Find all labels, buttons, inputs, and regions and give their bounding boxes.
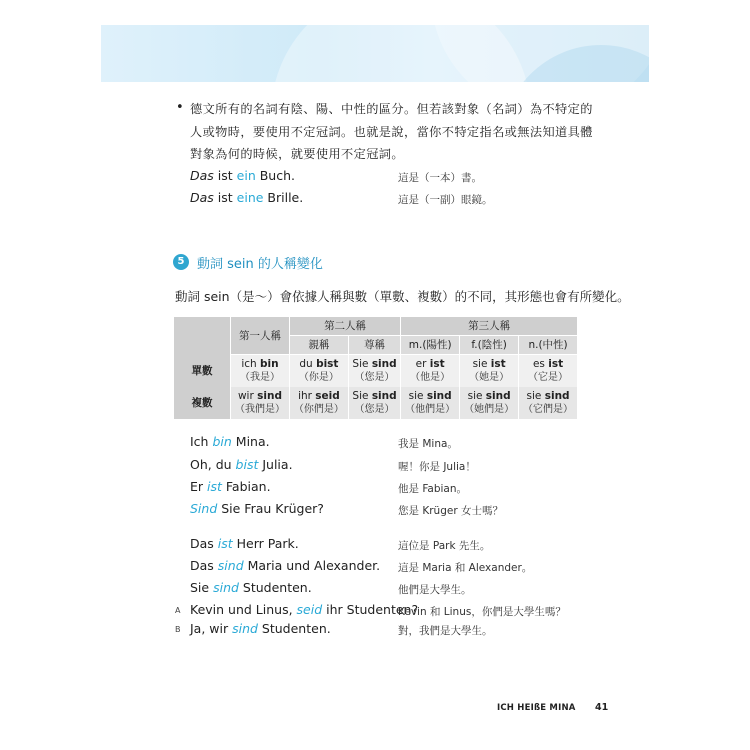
example-translation: 喔！你是 Julia！ xyxy=(398,461,476,473)
header-masculine: m.(陽性) xyxy=(401,336,460,355)
example-sentence: Das ist Herr Park. xyxy=(190,536,299,551)
row-label-singular: 單數 xyxy=(174,355,231,388)
example-sentence: Oh, du bist Julia. xyxy=(190,457,293,472)
header-formal: 尊稱 xyxy=(348,336,400,355)
table-cell: er ist （他是） xyxy=(401,355,460,388)
example-sentence: Sind Sie Frau Krüger? xyxy=(190,501,324,516)
footer-chapter-title: ICH HEIßE MINA xyxy=(497,703,576,713)
table-corner xyxy=(174,317,231,355)
example-translation: 他是 Fabian。 xyxy=(398,483,468,495)
row-label-plural: 複數 xyxy=(174,387,231,419)
section-number-badge: 5 xyxy=(173,254,189,270)
example-translation: 這是 Maria 和 Alexander。 xyxy=(398,562,533,574)
speaker-marker-a: A xyxy=(175,606,181,615)
table-cell: sie sind （她們是） xyxy=(460,387,519,419)
header-first-person: 第一人稱 xyxy=(231,317,290,355)
section-description: 動詞 sein（是～）會依據人稱與數（單數、複數）的不同，其形態也會有所變化。 xyxy=(175,289,630,304)
table-cell: ihr seid （你們是） xyxy=(289,387,348,419)
header-third-person: 第三人稱 xyxy=(401,317,577,336)
table-cell: es ist （它是） xyxy=(519,355,577,388)
section-title: 動詞 sein 的人稱變化 xyxy=(197,257,323,272)
header-banner xyxy=(101,25,649,82)
header-neuter: n.(中性) xyxy=(519,336,577,355)
table-cell: ich bin （我是） xyxy=(231,355,290,388)
table-cell: du bist （你是） xyxy=(289,355,348,388)
table-cell: wir sind （我們是） xyxy=(231,387,290,419)
example-sentence: Das ist ein Buch. xyxy=(190,168,295,183)
table-cell: sie sind （它們是） xyxy=(519,387,577,419)
intro-paragraph: 德文所有的名詞有陰、陽、中性的區分。但若該對象（名詞）為不特定的人或物時，要使用不定冠詞。也就是說，當你不特定指名或無法知道具體對象為何的時候，就要使用不定冠詞。 xyxy=(190,102,593,161)
bullet-marker: • xyxy=(176,100,184,115)
header-second-person: 第二人稱 xyxy=(289,317,400,336)
table-cell: Sie sind （您是） xyxy=(348,387,400,419)
dialogue-line: Kevin und Linus, seid ihr Studenten? xyxy=(190,602,419,617)
header-feminine: f.(陰性) xyxy=(460,336,519,355)
example-sentence: Sie sind Studenten. xyxy=(190,580,312,595)
header-informal: 親稱 xyxy=(289,336,348,355)
example-translation: 這是（一本）書。 xyxy=(398,172,482,184)
dialogue-translation: 對，我們是大學生。 xyxy=(398,625,493,637)
table-cell: Sie sind （您是） xyxy=(348,355,400,388)
table-cell: sie ist （她是） xyxy=(460,355,519,388)
table-cell: sie sind （他們是） xyxy=(401,387,460,419)
example-sentence: Ich bin Mina. xyxy=(190,434,270,449)
example-sentence: Das sind Maria und Alexander. xyxy=(190,558,381,573)
example-translation: 這是（一副）眼鏡。 xyxy=(398,194,493,206)
example-translation: 您是 Krüger 女士嗎？ xyxy=(398,505,503,517)
speaker-marker-b: B xyxy=(175,625,181,634)
example-translation: 這位是 Park 先生。 xyxy=(398,540,491,552)
example-sentence: Das ist eine Brille. xyxy=(190,190,304,205)
example-sentence: Er ist Fabian. xyxy=(190,479,271,494)
dialogue-line: Ja, wir sind Studenten. xyxy=(190,621,331,636)
conjugation-table xyxy=(173,317,577,419)
page-number: 41 xyxy=(595,702,609,713)
example-translation: 他們是大學生。 xyxy=(398,584,472,596)
dialogue-translation: Kevin 和 Linus，你們是大學生嗎？ xyxy=(398,606,566,618)
example-translation: 我是 Mina。 xyxy=(398,438,458,450)
